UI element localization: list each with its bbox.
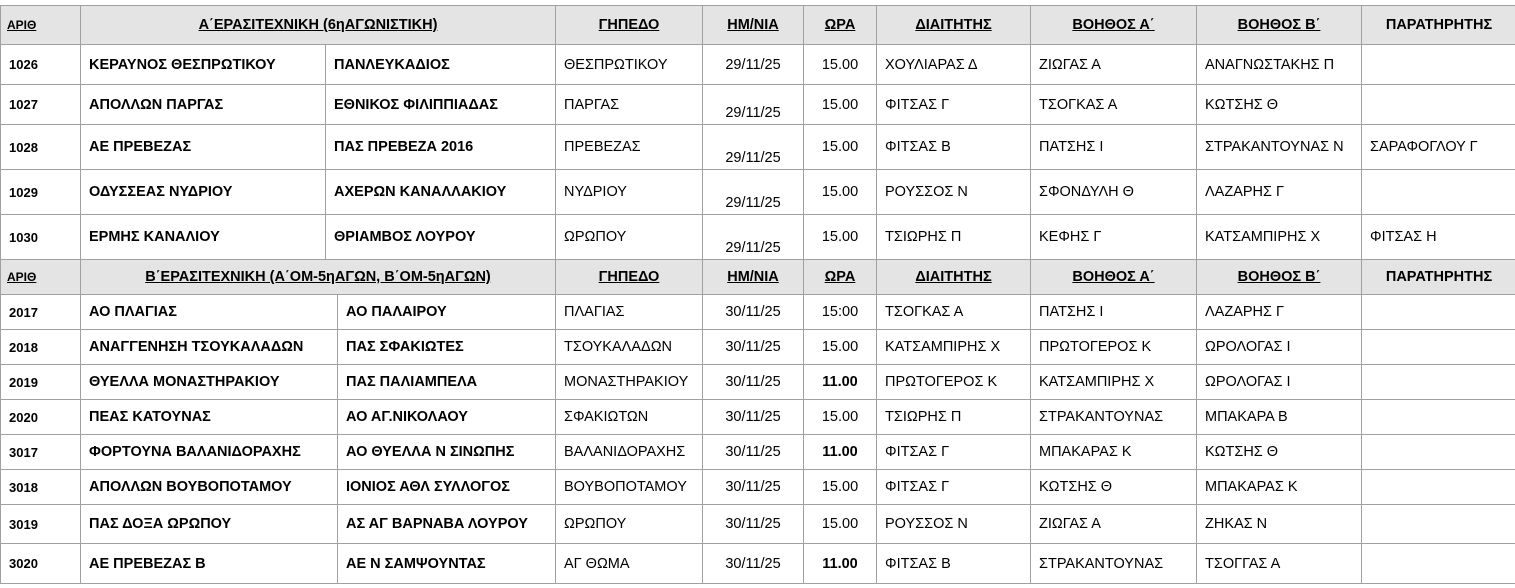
section-title: Β΄ΕΡΑΣΙΤΕΧΝΙΚΗ (Α΄ΟΜ-5ηΑΓΩΝ, Β΄ΟΜ-5ηΑΓΩΝ) — [80, 259, 556, 295]
field-name: ΠΑΡΓΑΣ — [555, 84, 703, 125]
referee-name: ΦΙΤΣΑΣ Β — [876, 124, 1031, 170]
away-team: ΑΟ ΘΥΕΛΛΑ Ν ΣΙΝΩΠΗΣ — [337, 434, 556, 470]
referee-name: ΦΙΤΣΑΣ Γ — [876, 84, 1031, 125]
assistant-b-name: ΑΝΑΓΝΩΣΤΑΚΗΣ Π — [1196, 44, 1362, 85]
header-assistant-a: ΒΟΗΘΟΣ Α΄ — [1030, 259, 1197, 295]
assistant-b-name: ΤΣΟΓΓΑΣ Α — [1196, 543, 1362, 584]
observer-name — [1361, 169, 1515, 215]
home-team: ΑΠΟΛΛΩΝ ΒΟΥΒΟΠΟΤΑΜΟΥ — [80, 469, 338, 505]
home-team: ΑΟ ΠΛΑΓΙΑΣ — [80, 294, 338, 330]
match-number: 3017 — [0, 434, 81, 470]
field-name: ΤΣΟΥΚΑΛΑΔΩΝ — [555, 329, 703, 365]
match-number: 3019 — [0, 504, 81, 544]
referee-name: ΠΡΩΤΟΓΕΡΟΣ Κ — [876, 364, 1031, 400]
assistant-a-name: ΚΕΦΗΣ Γ — [1030, 214, 1197, 260]
home-team: ΑΝΑΓΓΕΝΗΣΗ ΤΣΟΥΚΑΛΑΔΩΝ — [80, 329, 338, 365]
home-team: ΑΠΟΛΛΩΝ ΠΑΡΓΑΣ — [80, 84, 326, 125]
match-number: 3020 — [0, 543, 81, 584]
match-number: 2018 — [0, 329, 81, 365]
assistant-b-name: ΜΠΑΚΑΡΑΣ Κ — [1196, 469, 1362, 505]
match-date: 30/11/25 — [702, 329, 804, 365]
referee-name: ΤΣΙΩΡΗΣ Π — [876, 214, 1031, 260]
observer-name — [1361, 399, 1515, 435]
observer-name — [1361, 84, 1515, 125]
assistant-a-name: ΚΩΤΣΗΣ Θ — [1030, 469, 1197, 505]
observer-name — [1361, 329, 1515, 365]
header-num: ΑΡΙΘ — [0, 259, 81, 295]
assistant-a-name: ΜΠΑΚΑΡΑΣ Κ — [1030, 434, 1197, 470]
match-date: 30/11/25 — [702, 469, 804, 505]
section-title: Α΄ΕΡΑΣΙΤΕΧΝΙΚΗ (6ηΑΓΩΝΙΣΤΙΚΗ) — [80, 5, 556, 45]
match-time: 11.00 — [803, 364, 877, 400]
home-team: ΑΕ ΠΡΕΒΕΖΑΣ — [80, 124, 326, 170]
away-team: ΑΟ ΠΑΛΑΙΡΟΥ — [337, 294, 556, 330]
match-number: 1030 — [0, 214, 81, 260]
assistant-b-name: ΩΡΟΛΟΓΑΣ Ι — [1196, 364, 1362, 400]
match-number: 1027 — [0, 84, 81, 125]
header-date: ΗΜ/ΝΙΑ — [702, 259, 804, 295]
away-team: ΑΟ ΑΓ.ΝΙΚΟΛΑΟΥ — [337, 399, 556, 435]
assistant-b-name: ΩΡΟΛΟΓΑΣ Ι — [1196, 329, 1362, 365]
header-num: ΑΡΙΘ — [0, 5, 81, 45]
home-team: ΟΔΥΣΣΕΑΣ ΝΥΔΡΙΟΥ — [80, 169, 326, 215]
assistant-b-name: ΣΤΡΑΚΑΝΤΟΥΝΑΣ Ν — [1196, 124, 1362, 170]
referee-name: ΦΙΤΣΑΣ Β — [876, 543, 1031, 584]
field-name: ΠΛΑΓΙΑΣ — [555, 294, 703, 330]
observer-name — [1361, 543, 1515, 584]
referee-name: ΤΣΟΓΚΑΣ Α — [876, 294, 1031, 330]
assistant-a-name: ΠΑΤΣΗΣ Ι — [1030, 124, 1197, 170]
assistant-a-name: ΣΤΡΑΚΑΝΤΟΥΝΑΣ — [1030, 399, 1197, 435]
observer-name — [1361, 44, 1515, 85]
header-referee: ΔΙΑΙΤΗΤΗΣ — [876, 5, 1031, 45]
assistant-b-name: ΚΩΤΣΗΣ Θ — [1196, 434, 1362, 470]
match-time: 15.00 — [803, 214, 877, 260]
match-date: 30/11/25 — [702, 543, 804, 584]
assistant-b-name: ΚΩΤΣΗΣ Θ — [1196, 84, 1362, 125]
field-name: ΝΥΔΡΙΟΥ — [555, 169, 703, 215]
home-team: ΚΕΡΑΥΝΟΣ ΘΕΣΠΡΩΤΙΚΟΥ — [80, 44, 326, 85]
match-date: 29/11/25 — [702, 84, 804, 125]
match-time: 11.00 — [803, 543, 877, 584]
field-name: ΩΡΩΠΟΥ — [555, 504, 703, 544]
match-date: 29/11/25 — [702, 214, 804, 260]
match-date: 30/11/25 — [702, 399, 804, 435]
away-team: ΑΣ ΑΓ ΒΑΡΝΑΒΑ ΛΟΥΡΟΥ — [337, 504, 556, 544]
assistant-a-name: ΤΣΟΓΚΑΣ Α — [1030, 84, 1197, 125]
header-field: ΓΗΠΕΔΟ — [555, 259, 703, 295]
header-time: ΩΡΑ — [803, 5, 877, 45]
referee-name: ΦΙΤΣΑΣ Γ — [876, 469, 1031, 505]
away-team: ΑΕ Ν ΣΑΜΨΟΥΝΤΑΣ — [337, 543, 556, 584]
assistant-b-name: ΜΠΑΚΑΡΑ Β — [1196, 399, 1362, 435]
match-date: 30/11/25 — [702, 294, 804, 330]
field-name: ΩΡΩΠΟΥ — [555, 214, 703, 260]
assistant-b-name: ΛΑΖΑΡΗΣ Γ — [1196, 294, 1362, 330]
referee-name: ΡΟΥΣΣΟΣ Ν — [876, 504, 1031, 544]
observer-name — [1361, 294, 1515, 330]
assistant-a-name: ΣΤΡΑΚΑΝΤΟΥΝΑΣ — [1030, 543, 1197, 584]
match-number: 2020 — [0, 399, 81, 435]
referee-name: ΡΟΥΣΣΟΣ Ν — [876, 169, 1031, 215]
home-team: ΑΕ ΠΡΕΒΕΖΑΣ Β — [80, 543, 338, 584]
header-date: ΗΜ/ΝΙΑ — [702, 5, 804, 45]
observer-name — [1361, 364, 1515, 400]
match-date: 29/11/25 — [702, 124, 804, 170]
match-time: 15.00 — [803, 399, 877, 435]
match-number: 1026 — [0, 44, 81, 85]
field-name: ΒΟΥΒΟΠΟΤΑΜΟΥ — [555, 469, 703, 505]
header-referee: ΔΙΑΙΤΗΤΗΣ — [876, 259, 1031, 295]
assistant-b-name: ΛΑΖΑΡΗΣ Γ — [1196, 169, 1362, 215]
header-observer: ΠΑΡΑΤΗΡΗΤΗΣ — [1361, 5, 1515, 45]
observer-name: ΦΙΤΣΑΣ Η — [1361, 214, 1515, 260]
assistant-a-name: ΚΑΤΣΑΜΠΙΡΗΣ Χ — [1030, 364, 1197, 400]
away-team: ΠΑΣ ΣΦΑΚΙΩΤΕΣ — [337, 329, 556, 365]
away-team: ΠΑΣ ΠΑΛΙΑΜΠΕΛΑ — [337, 364, 556, 400]
match-time: 15.00 — [803, 469, 877, 505]
away-team: ΠΑΝΛΕΥΚΑΔΙΟΣ — [325, 44, 556, 85]
match-date: 30/11/25 — [702, 364, 804, 400]
match-date: 29/11/25 — [702, 169, 804, 215]
field-name: ΒΑΛΑΝΙΔΟΡΑΧΗΣ — [555, 434, 703, 470]
referee-name: ΤΣΙΩΡΗΣ Π — [876, 399, 1031, 435]
home-team: ΦΟΡΤΟΥΝΑ ΒΑΛΑΝΙΔΟΡΑΧΗΣ — [80, 434, 338, 470]
match-time: 15.00 — [803, 169, 877, 215]
referee-name: ΦΙΤΣΑΣ Γ — [876, 434, 1031, 470]
assistant-b-name: ΖΗΚΑΣ Ν — [1196, 504, 1362, 544]
observer-name: ΣΑΡΑΦΟΓΛΟΥ Γ — [1361, 124, 1515, 170]
assistant-a-name: ΠΡΩΤΟΓΕΡΟΣ Κ — [1030, 329, 1197, 365]
header-assistant-a: ΒΟΗΘΟΣ Α΄ — [1030, 5, 1197, 45]
match-date: 30/11/25 — [702, 434, 804, 470]
match-time: 15.00 — [803, 44, 877, 85]
home-team: ΘΥΕΛΛΑ ΜΟΝΑΣΤΗΡΑΚΙΟΥ — [80, 364, 338, 400]
observer-name — [1361, 469, 1515, 505]
away-team: ΘΡΙΑΜΒΟΣ ΛΟΥΡΟΥ — [325, 214, 556, 260]
header-field: ΓΗΠΕΔΟ — [555, 5, 703, 45]
match-time: 11.00 — [803, 434, 877, 470]
match-time: 15.00 — [803, 504, 877, 544]
match-number: 3018 — [0, 469, 81, 505]
assistant-a-name: ΖΙΩΓΑΣ Α — [1030, 504, 1197, 544]
home-team: ΠΑΣ ΔΟΞΑ ΩΡΩΠΟΥ — [80, 504, 338, 544]
observer-name — [1361, 434, 1515, 470]
header-assistant-b: ΒΟΗΘΟΣ Β΄ — [1196, 259, 1362, 295]
match-time: 15:00 — [803, 294, 877, 330]
assistant-a-name: ΖΙΩΓΑΣ Α — [1030, 44, 1197, 85]
match-time: 15.00 — [803, 84, 877, 125]
schedule-sheet — [0, 5, 1515, 588]
header-time: ΩΡΑ — [803, 259, 877, 295]
match-date: 30/11/25 — [702, 504, 804, 544]
field-name: ΜΟΝΑΣΤΗΡΑΚΙΟΥ — [555, 364, 703, 400]
home-team: ΠΕΑΣ ΚΑΤΟΥΝΑΣ — [80, 399, 338, 435]
referee-name: ΚΑΤΣΑΜΠΙΡΗΣ Χ — [876, 329, 1031, 365]
away-team: ΠΑΣ ΠΡΕΒΕΖΑ 2016 — [325, 124, 556, 170]
home-team: ΕΡΜΗΣ ΚΑΝΑΛΙΟΥ — [80, 214, 326, 260]
match-number: 1029 — [0, 169, 81, 215]
match-number: 2017 — [0, 294, 81, 330]
assistant-a-name: ΣΦΟΝΔΥΛΗ Θ — [1030, 169, 1197, 215]
assistant-b-name: ΚΑΤΣΑΜΠΙΡΗΣ Χ — [1196, 214, 1362, 260]
away-team: ΙΟΝΙΟΣ ΑΘΛ ΣΥΛΛΟΓΟΣ — [337, 469, 556, 505]
field-name: ΑΓ ΘΩΜΑ — [555, 543, 703, 584]
match-date: 29/11/25 — [702, 44, 804, 85]
field-name: ΘΕΣΠΡΩΤΙΚΟΥ — [555, 44, 703, 85]
field-name: ΣΦΑΚΙΩΤΩΝ — [555, 399, 703, 435]
away-team: ΑΧΕΡΩΝ ΚΑΝΑΛΛΑΚΙΟΥ — [325, 169, 556, 215]
match-number: 2019 — [0, 364, 81, 400]
match-number: 1028 — [0, 124, 81, 170]
header-observer: ΠΑΡΑΤΗΡΗΤΗΣ — [1361, 259, 1515, 295]
field-name: ΠΡΕΒΕΖΑΣ — [555, 124, 703, 170]
assistant-a-name: ΠΑΤΣΗΣ Ι — [1030, 294, 1197, 330]
observer-name — [1361, 504, 1515, 544]
referee-name: ΧΟΥΛΙΑΡΑΣ Δ — [876, 44, 1031, 85]
match-time: 15.00 — [803, 329, 877, 365]
away-team: ΕΘΝΙΚΟΣ ΦΙΛΙΠΠΙΑΔΑΣ — [325, 84, 556, 125]
match-time: 15.00 — [803, 124, 877, 170]
header-assistant-b: ΒΟΗΘΟΣ Β΄ — [1196, 5, 1362, 45]
